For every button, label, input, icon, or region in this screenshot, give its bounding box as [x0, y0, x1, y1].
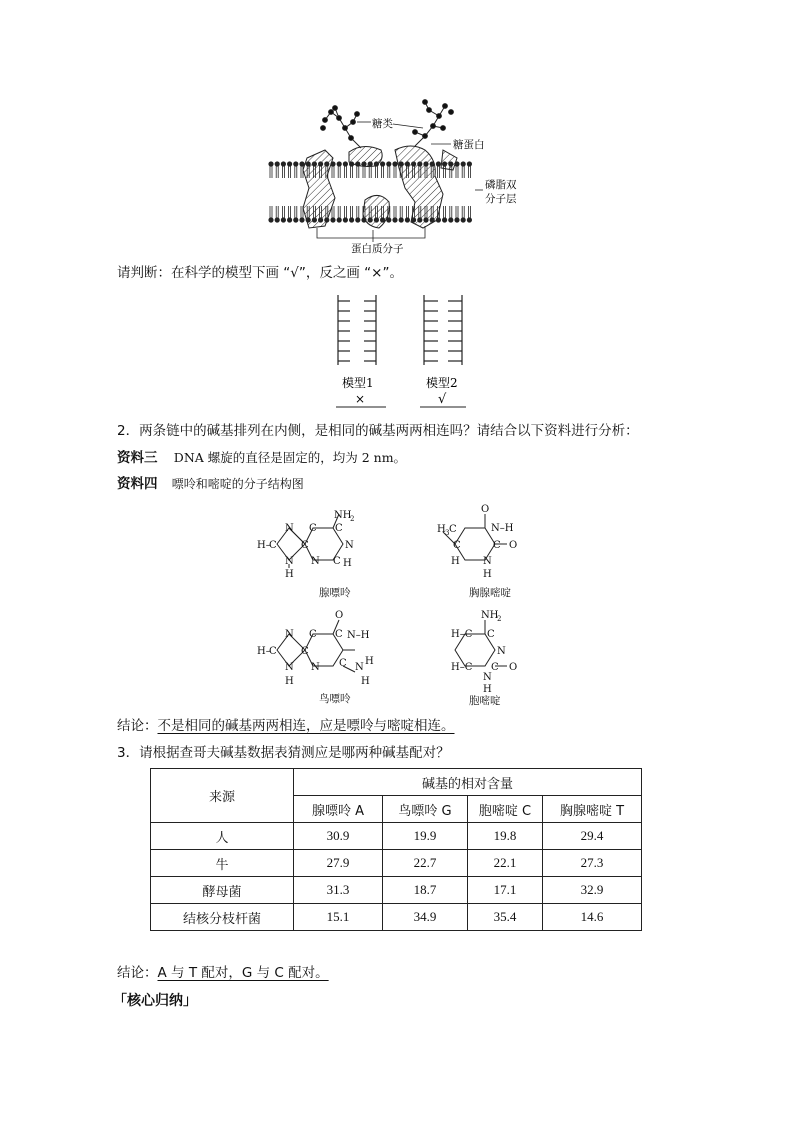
svg-text:N: N [285, 629, 294, 640]
svg-text:H: H [361, 676, 370, 687]
conclusion-1-label: 结论： [117, 718, 158, 734]
chargaff-table [150, 768, 642, 931]
label-bilayer-2: 分子层 [485, 193, 517, 205]
row-source: 结核分枝杆菌 [151, 904, 294, 931]
svg-text:N–H: N–H [347, 630, 370, 641]
cell-value: 14.6 [543, 904, 642, 931]
svg-text:C: C [487, 629, 495, 640]
svg-text:NH: NH [334, 510, 352, 521]
conclusion-2-text: A 与 T 配对，G 与 C 配对。 [157, 965, 329, 981]
svg-text:N: N [285, 662, 294, 673]
svg-text:O: O [481, 504, 490, 515]
cell-value: 27.9 [294, 850, 383, 877]
svg-text:C: C [339, 658, 347, 669]
header-source: 来源 [151, 769, 294, 823]
table-row [151, 877, 642, 904]
svg-text:N: N [497, 646, 506, 657]
dna-models-figure [330, 293, 470, 413]
svg-text:N: N [285, 556, 294, 567]
model-2 [424, 295, 462, 365]
svg-text:H: H [483, 684, 492, 695]
cell-value: 32.9 [543, 877, 642, 904]
guanine-label: 鸟嘌呤 [319, 693, 351, 705]
svg-text:H: H [451, 556, 460, 567]
thymine-structure [443, 514, 507, 560]
svg-text:C: C [301, 646, 309, 657]
cell-value: 19.8 [468, 823, 543, 850]
svg-text:H: H [437, 524, 446, 535]
svg-text:H: H [285, 676, 294, 687]
cell-value: 22.7 [383, 850, 468, 877]
svg-text:2: 2 [350, 515, 355, 523]
svg-text:C: C [333, 556, 341, 567]
row-source: 牛 [151, 850, 294, 877]
col-header-c: 胞嘧啶 C [468, 796, 543, 823]
svg-text:H: H [483, 569, 492, 580]
col-header-g: 鸟嘌呤 G [383, 796, 468, 823]
material-4-label: 资料四 [117, 476, 158, 492]
svg-text:N: N [285, 523, 294, 534]
judge-instruction: 请判断：在科学的模型下画 “√”，反之画 “×”。 [117, 265, 403, 281]
question-2: 2．两条链中的碱基排列在内侧，是相同的碱基两两相连吗？请结合以下资料进行分析： [117, 423, 639, 439]
label-sugar: 糖类 [372, 118, 393, 130]
protein-top-center [349, 146, 382, 166]
svg-text:H–: H– [257, 646, 271, 657]
svg-text:C: C [269, 540, 277, 551]
svg-text:H–C: H–C [451, 629, 473, 640]
cell-value: 31.3 [294, 877, 383, 904]
material-3-text: DNA 螺旋的直径是固定的，均为 2 nm。 [173, 450, 407, 465]
protein-left [303, 150, 335, 228]
svg-text:C: C [449, 524, 457, 535]
material-3 [117, 449, 406, 467]
svg-text:C: C [493, 540, 501, 551]
model2-mark: √ [438, 392, 447, 407]
cell-value: 34.9 [383, 904, 468, 931]
model-1 [338, 295, 376, 365]
svg-text:C: C [301, 540, 309, 551]
svg-text:H: H [365, 656, 374, 667]
label-bilayer-1: 磷脂双 [485, 179, 517, 191]
svg-text:N: N [355, 662, 364, 673]
svg-text:3: 3 [445, 529, 450, 537]
sugar-chain-right [413, 100, 454, 146]
conclusion-2-label: 结论： [117, 965, 158, 981]
conclusion-1-text: 不是相同的碱基两两相连，应是嘌呤与嘧啶相连。 [157, 718, 455, 734]
table-row [151, 823, 642, 850]
svg-text:O: O [509, 662, 518, 673]
cell-value: 29.4 [543, 823, 642, 850]
svg-text:2: 2 [497, 615, 502, 623]
svg-text:C: C [453, 540, 461, 551]
svg-text:O: O [335, 610, 344, 621]
label-glycoprotein: 糖蛋白 [453, 139, 485, 151]
svg-text:C: C [491, 662, 499, 673]
table-row [151, 904, 642, 931]
cytosine-structure [455, 620, 507, 666]
cell-value: 30.9 [294, 823, 383, 850]
svg-text:H: H [343, 558, 352, 569]
conclusion-2 [117, 964, 329, 982]
svg-text:O: O [509, 540, 518, 551]
cell-value: 19.9 [383, 823, 468, 850]
col-header-a: 腺嘌呤 A [294, 796, 383, 823]
thymine-label: 胸腺嘧啶 [469, 587, 511, 599]
label-protein: 蛋白质分子 [351, 243, 404, 255]
material-3-label: 资料三 [117, 450, 158, 466]
header-group: 碱基的相对含量 [294, 769, 642, 796]
svg-text:N–H: N–H [491, 523, 514, 534]
conclusion-1 [117, 717, 455, 735]
svg-text:C: C [335, 629, 343, 640]
cell-value: 22.1 [468, 850, 543, 877]
cell-value: 17.1 [468, 877, 543, 904]
svg-text:N: N [483, 672, 492, 683]
svg-text:N: N [311, 556, 320, 567]
sugar-chain-left [321, 106, 361, 148]
core-summary-heading: 「核心归纳」 [113, 993, 197, 1009]
question-3: 3．请根据查哥夫碱基数据表猜测应是哪两种碱基配对？ [117, 745, 450, 761]
svg-text:H: H [285, 569, 294, 580]
material-4 [117, 475, 304, 493]
protein-right-small [441, 150, 457, 170]
svg-text:N: N [311, 662, 320, 673]
cell-value: 18.7 [383, 877, 468, 904]
svg-text:H–: H– [257, 540, 271, 551]
cell-membrane-figure [265, 98, 535, 258]
protein-center [363, 195, 389, 228]
table-row [151, 850, 642, 877]
cell-value: 15.1 [294, 904, 383, 931]
svg-text:NH: NH [481, 610, 499, 621]
svg-text:C: C [309, 629, 317, 640]
row-source: 人 [151, 823, 294, 850]
model1-label: 模型1 [342, 376, 374, 390]
svg-text:C: C [335, 523, 343, 534]
svg-text:C: C [269, 646, 277, 657]
adenine-label: 腺嘌呤 [319, 587, 351, 599]
molecule-structures-figure [255, 500, 555, 710]
material-4-text: 嘌呤和嘧啶的分子结构图 [171, 477, 304, 491]
row-source: 酵母菌 [151, 877, 294, 904]
svg-text:N: N [483, 556, 492, 567]
model1-mark: × [355, 392, 366, 406]
col-header-t: 胸腺嘧啶 T [543, 796, 642, 823]
svg-text:H–C: H–C [451, 662, 473, 673]
svg-text:C: C [309, 523, 317, 534]
model2-label: 模型2 [426, 376, 458, 390]
cytosine-label: 胞嘧啶 [469, 695, 501, 707]
cell-value: 27.3 [543, 850, 642, 877]
cell-value: 35.4 [468, 904, 543, 931]
svg-text:N: N [345, 540, 354, 551]
